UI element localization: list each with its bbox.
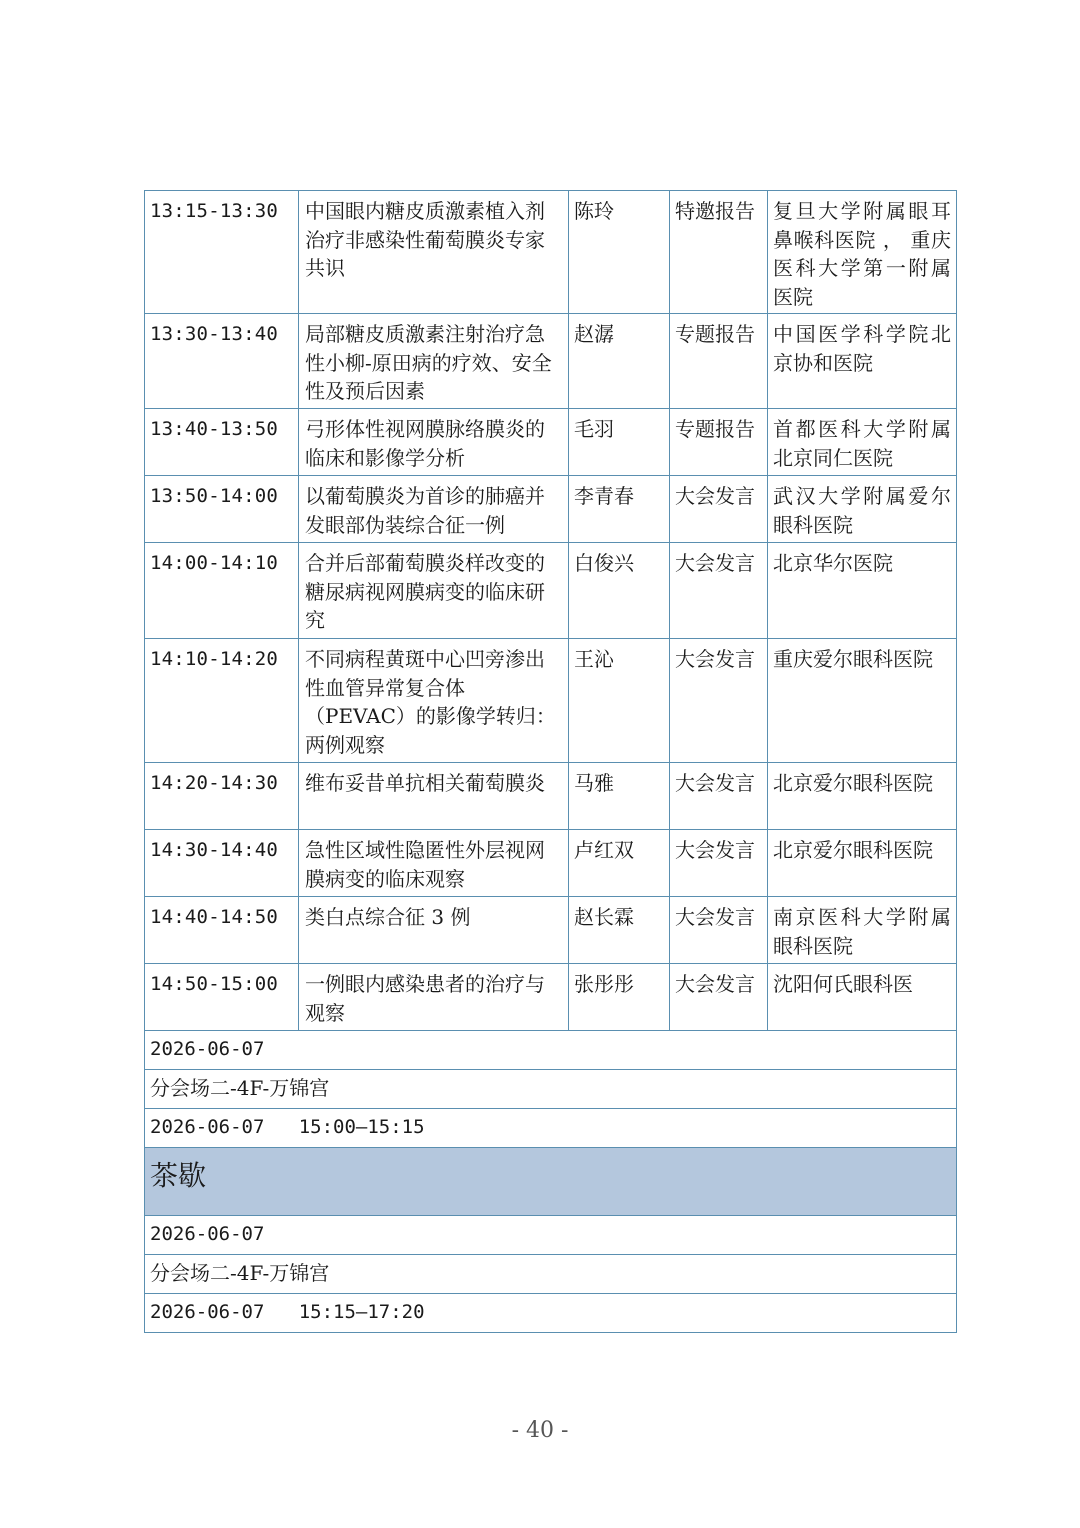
type-cell: 大会发言 [670, 543, 768, 639]
institution-cell: 复旦大学附属眼耳鼻喉科医院 ， 重庆医科大学第一附属医院 [768, 191, 957, 314]
speaker-cell: 赵长霖 [569, 897, 670, 964]
type-cell: 大会发言 [670, 830, 768, 897]
table-row [145, 476, 957, 543]
time-cell: 13:15-13:30 [145, 191, 299, 314]
time-cell: 14:50-15:00 [145, 964, 299, 1031]
topic-cell: 维布妥昔单抗相关葡萄膜炎 [299, 763, 569, 830]
topic-cell: 局部糖皮质激素注射治疗急性小柳-原田病的疗效、安全性及预后因素 [299, 314, 569, 409]
session-venue-row [145, 1070, 957, 1109]
type-cell: 专题报告 [670, 314, 768, 409]
session-venue: 分会场二-4F-万锦宫 [145, 1070, 957, 1109]
type-cell: 大会发言 [670, 639, 768, 763]
institution-cell: 沈阳何氏眼科医 [768, 964, 957, 1031]
institution-cell: 北京华尔医院 [768, 543, 957, 639]
institution-cell: 首都医科大学附属北京同仁医院 [768, 409, 957, 476]
speaker-cell: 陈玲 [569, 191, 670, 314]
speaker-cell: 赵潺 [569, 314, 670, 409]
speaker-cell: 王沁 [569, 639, 670, 763]
table-row [145, 830, 957, 897]
session-venue: 分会场二-4F-万锦宫 [145, 1255, 957, 1294]
type-cell: 大会发言 [670, 763, 768, 830]
institution-cell: 武汉大学附属爱尔眼科医院 [768, 476, 957, 543]
time-cell: 13:40-13:50 [145, 409, 299, 476]
type-cell: 特邀报告 [670, 191, 768, 314]
topic-cell: 急性区域性隐匿性外层视网膜病变的临床观察 [299, 830, 569, 897]
type-cell: 大会发言 [670, 476, 768, 543]
time-cell: 14:20-14:30 [145, 763, 299, 830]
institution-cell: 中国医学科学院北京协和医院 [768, 314, 957, 409]
topic-cell: 不同病程黄斑中心凹旁渗出性血管异常复合体（PEVAC）的影像学转归：两例观察 [299, 639, 569, 763]
institution-cell: 北京爱尔眼科医院 [768, 763, 957, 830]
session-venue-row [145, 1255, 957, 1294]
table-row [145, 763, 957, 830]
speaker-cell: 毛羽 [569, 409, 670, 476]
table-row [145, 409, 957, 476]
schedule-table [144, 190, 957, 1333]
type-cell: 大会发言 [670, 964, 768, 1031]
speaker-cell: 马雅 [569, 763, 670, 830]
session-title: 茶歇 [145, 1148, 957, 1216]
table-row [145, 314, 957, 409]
institution-cell: 南京医科大学附属眼科医院 [768, 897, 957, 964]
session-date-row [145, 1216, 957, 1255]
session-datetime: 2026-06-07 15:15—17:20 [145, 1294, 957, 1333]
time-cell: 14:10-14:20 [145, 639, 299, 763]
session-datetime-row [145, 1294, 957, 1333]
session-datetime: 2026-06-07 15:00—15:15 [145, 1109, 957, 1148]
table-row [145, 639, 957, 763]
table-row [145, 543, 957, 639]
type-cell: 专题报告 [670, 409, 768, 476]
session-date-row [145, 1031, 957, 1070]
time-cell: 14:00-14:10 [145, 543, 299, 639]
session-date: 2026-06-07 [145, 1031, 957, 1070]
institution-cell: 北京爱尔眼科医院 [768, 830, 957, 897]
time-cell: 14:40-14:50 [145, 897, 299, 964]
speaker-cell: 张彤彤 [569, 964, 670, 1031]
session-datetime-row [145, 1109, 957, 1148]
page-number: - 40 - [511, 1418, 569, 1443]
session-date: 2026-06-07 [145, 1216, 957, 1255]
topic-cell: 一例眼内感染患者的治疗与观察 [299, 964, 569, 1031]
speaker-cell: 卢红双 [569, 830, 670, 897]
speaker-cell: 白俊兴 [569, 543, 670, 639]
institution-cell: 重庆爱尔眼科医院 [768, 639, 957, 763]
type-cell: 大会发言 [670, 897, 768, 964]
table-row [145, 897, 957, 964]
speaker-cell: 李青春 [569, 476, 670, 543]
topic-cell: 以葡萄膜炎为首诊的肺癌并发眼部伪装综合征一例 [299, 476, 569, 543]
time-cell: 14:30-14:40 [145, 830, 299, 897]
table-row [145, 964, 957, 1031]
session-title-row [145, 1148, 957, 1216]
time-cell: 13:30-13:40 [145, 314, 299, 409]
topic-cell: 中国眼内糖皮质激素植入剂治疗非感染性葡萄膜炎专家共识 [299, 191, 569, 314]
table-row [145, 191, 957, 314]
topic-cell: 合并后部葡萄膜炎样改变的糖尿病视网膜病变的临床研究 [299, 543, 569, 639]
time-cell: 13:50-14:00 [145, 476, 299, 543]
topic-cell: 类白点综合征 3 例 [299, 897, 569, 964]
topic-cell: 弓形体性视网膜脉络膜炎的临床和影像学分析 [299, 409, 569, 476]
